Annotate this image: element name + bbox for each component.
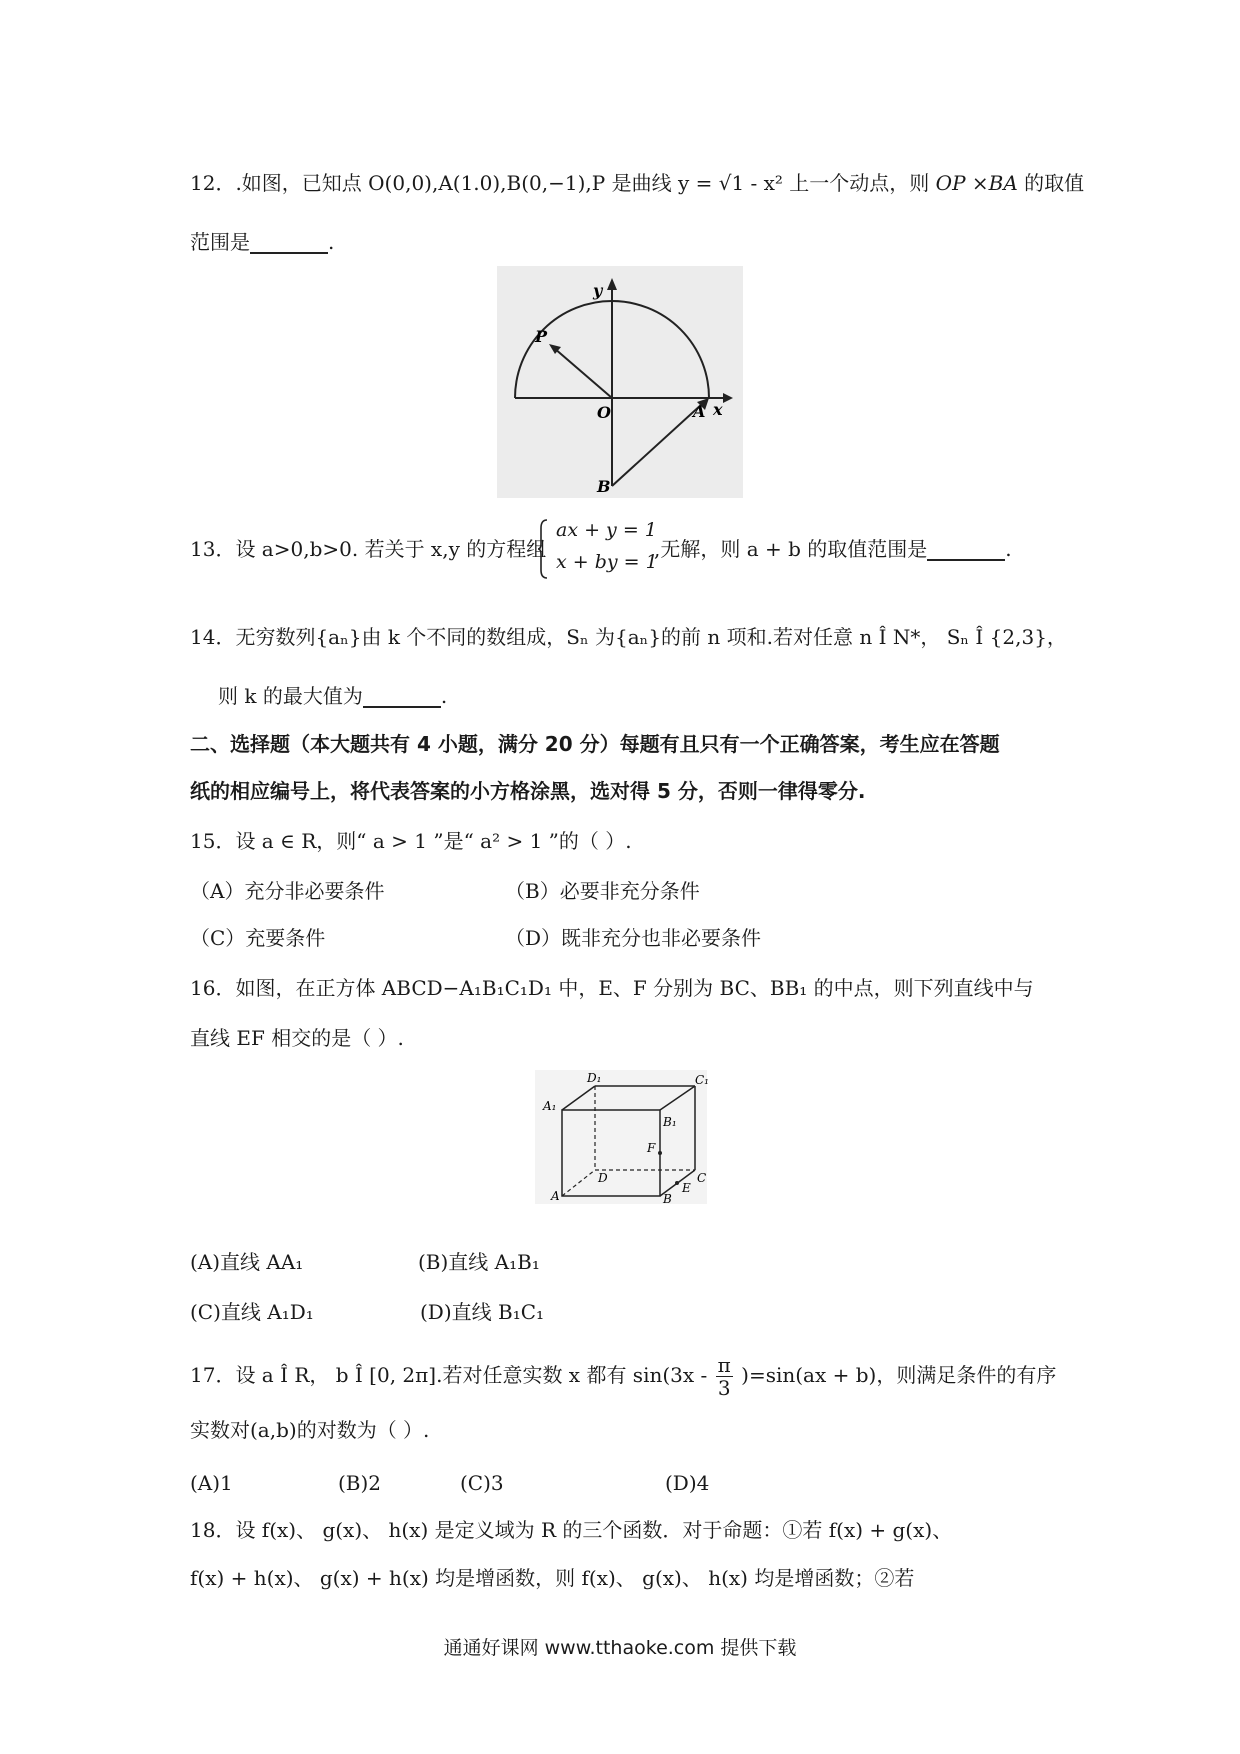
- q17-line2: 实数对(a,b)的对数为（ ）.: [190, 1418, 430, 1442]
- q18-line2: f(x) + h(x)、 g(x) + h(x) 均是增函数，则 f(x)、 g(x)、 h(x) 均是增函数；②若: [190, 1566, 915, 1590]
- q13-end: .: [1005, 537, 1012, 561]
- q17-option-a: (A)1: [190, 1471, 233, 1495]
- q13-line: [190, 534, 546, 564]
- q13-eq2: x + by = 1: [556, 551, 658, 573]
- q13-eq1: ax + y = 1: [556, 519, 657, 541]
- q17-line1-suffix: )=sin(ax + b)，则满足条件的有序: [741, 1363, 1057, 1387]
- point-f: [658, 1151, 662, 1155]
- q15-option-d: （D）既非充分也非必要条件: [505, 926, 762, 950]
- q16-cube-figure: [535, 1070, 707, 1204]
- q12-line1-suffix: 的取值: [1024, 171, 1085, 195]
- q13-suffix: ,无解，则 a + b 的取值范围是: [654, 537, 928, 561]
- answer-blank: [250, 234, 328, 254]
- label-b1: B₁: [663, 1115, 677, 1129]
- q15-stem: 15．设 a ∈ R，则“ a > 1 ”是“ a² > 1 ”的（ ）.: [190, 829, 632, 853]
- section2-line2: 纸的相应编号上，将代表答案的小方格涂黑，选对得 5 分，否则一律得零分.: [190, 779, 866, 803]
- q17-line1: [190, 1354, 1056, 1399]
- q13-prefix: 13．设 a>0,b>0. 若关于 x,y 的方程组: [190, 537, 547, 561]
- label-c: C: [697, 1171, 707, 1185]
- page-footer: 通通好课网 www.tthaoke.com 提供下载: [443, 1637, 797, 1659]
- q17-frac-num: π: [717, 1353, 731, 1377]
- label-x: x: [713, 400, 723, 419]
- q18-line1: 18．设 f(x)、 g(x)、 h(x) 是定义域为 R 的三个函数．对于命题：①若 f(x) + g(x)、: [190, 1518, 953, 1542]
- q14-line2-end: .: [440, 684, 448, 708]
- answer-blank: [363, 688, 441, 708]
- label-y: y: [593, 281, 603, 300]
- q17-option-c: (C)3: [460, 1471, 504, 1495]
- q16-option-a: (A)直线 AA₁: [190, 1250, 304, 1274]
- q17-option-d: (D)4: [665, 1471, 710, 1495]
- label-f: F: [647, 1141, 656, 1155]
- q12-line2-text: 范围是: [190, 230, 250, 254]
- q16-line2: 直线 EF 相交的是（ ）.: [190, 1026, 404, 1050]
- label-b: B: [663, 1192, 672, 1206]
- label-o: O: [597, 403, 611, 422]
- q16-option-c: (C)直线 A₁D₁: [190, 1300, 314, 1324]
- q12-line2-end: .: [328, 230, 335, 254]
- label-d1: D₁: [587, 1071, 602, 1085]
- q16-option-d: (D)直线 B₁C₁: [420, 1300, 545, 1324]
- answer-blank: [927, 541, 1005, 561]
- q16-option-b: (B)直线 A₁B₁: [418, 1250, 540, 1274]
- q12-line1: [190, 168, 1084, 198]
- section2-line1: 二、选择题（本大题共有 4 小题，满分 20 分）每题有且只有一个正确答案，考生应在答题: [190, 732, 1000, 756]
- label-c1: C₁: [695, 1073, 709, 1087]
- q15-option-c: （C）充要条件: [190, 926, 326, 950]
- q14-line2-text: 则 k 的最大值为: [218, 684, 363, 708]
- label-a: A: [551, 1189, 560, 1203]
- q12-semicircle-figure: [497, 266, 743, 498]
- q14-line1: 14．无穷数列{aₙ}由 k 个不同的数组成，Sₙ 为{aₙ}的前 n 项和.若对任意 n Î N*， Sₙ Î {2,3}，: [190, 625, 1067, 649]
- q15-option-b: （B）必要非充分条件: [505, 879, 700, 903]
- q16-line1: 16．如图，在正方体 ABCD−A₁B₁C₁D₁ 中，E、F 分别为 BC、BB₁ 的中点，则下列直线中与: [190, 976, 1034, 1000]
- q13-suffix-line: [654, 534, 1012, 564]
- label-a1: A₁: [543, 1099, 557, 1113]
- q15-option-a: （A）充分非必要条件: [190, 879, 385, 903]
- q17-option-b: (B)2: [338, 1471, 382, 1495]
- q12-line2: [190, 227, 334, 257]
- q17-fraction: [716, 1354, 733, 1399]
- label-p: P: [535, 327, 548, 346]
- label-b: B: [597, 477, 611, 496]
- point-e: [675, 1181, 679, 1185]
- label-d: D: [598, 1171, 608, 1185]
- label-a: A: [693, 402, 706, 421]
- q17-line1-prefix: 17．设 a Î R， b Î [0, 2π].若对任意实数 x 都有 sin(3x -: [190, 1363, 708, 1387]
- q12-vector-expr: OP ×BA: [935, 171, 1018, 195]
- q13-brace-icon: [537, 518, 549, 580]
- q17-frac-den: 3: [717, 1376, 731, 1400]
- label-e: E: [682, 1181, 691, 1195]
- q12-line1-prefix: 12．.如图，已知点 O(0,0),A(1.0),B(0,−1),P 是曲线 y = √1 - x² 上一个动点，则: [190, 171, 930, 195]
- q14-line2: [218, 681, 447, 711]
